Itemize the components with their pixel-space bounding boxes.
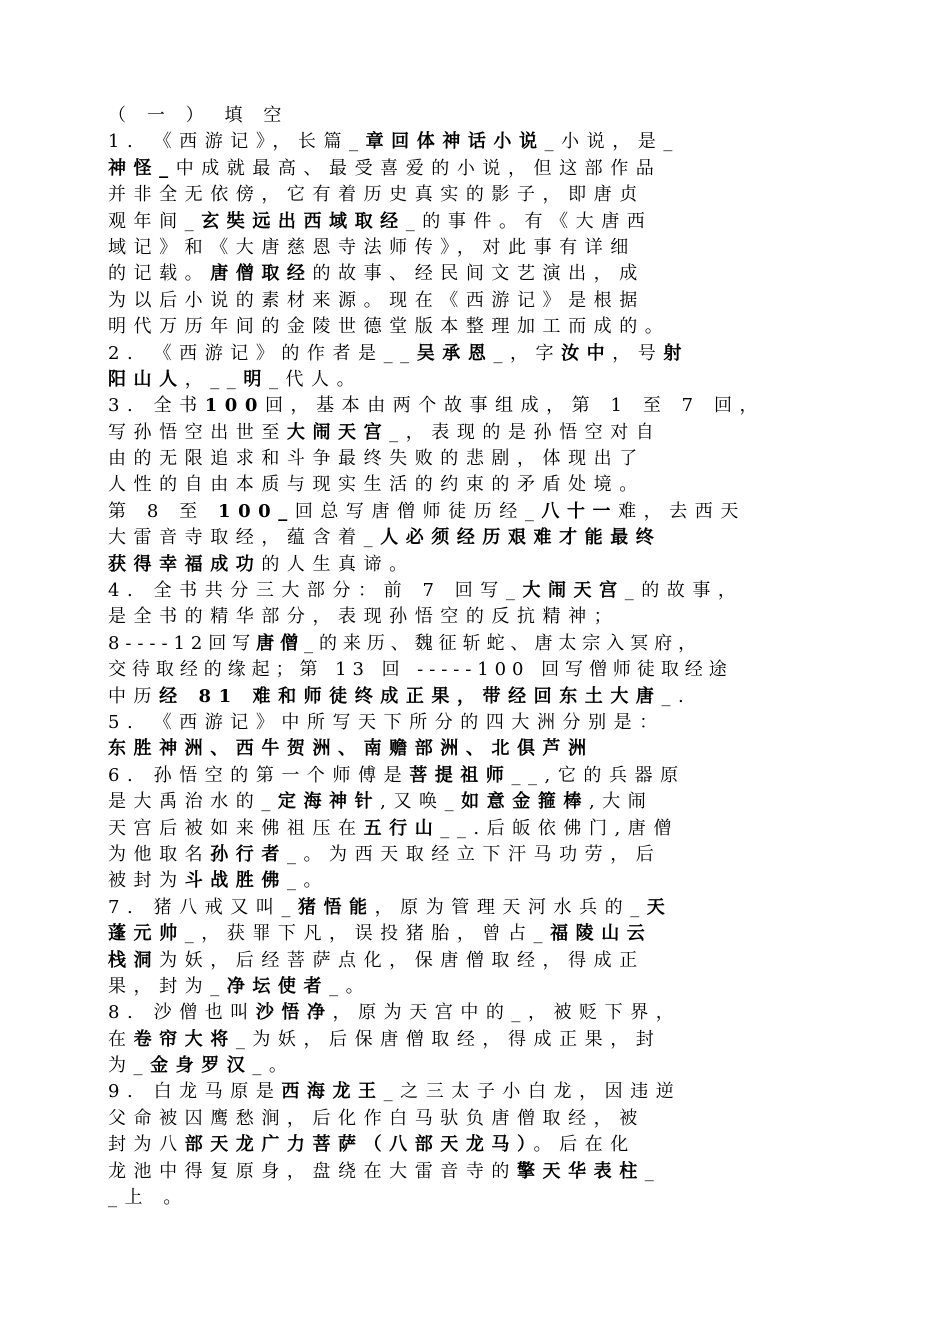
answer-text: 章回体神话小说 — [365, 131, 545, 153]
question-text: 明代万历年间的金陵世德堂版本整理加工而成的。 — [108, 316, 671, 338]
text-line — [108, 631, 848, 657]
question-text: 并非全无依傍，它有着历史真实的影子，即唐贞 — [108, 184, 645, 206]
text-line — [108, 129, 848, 155]
question-text: _的来历、魏征斩蛇、唐太宗入冥府， — [304, 632, 703, 654]
question-text: 4. 全书共分三大部分：前 7 回写_ — [108, 580, 523, 602]
answer-text: 射 — [663, 342, 689, 364]
answer-text: 东胜神洲、西牛贺洲、南赡部洲、北俱芦洲 — [108, 738, 594, 760]
answer-text: 吴承恩 — [416, 342, 494, 364]
question-text: 果，封为_ — [108, 975, 227, 997]
text-line — [108, 288, 848, 314]
fill-in-blank-section — [108, 103, 848, 1211]
text-line — [108, 209, 848, 235]
text-line — [108, 1079, 848, 1105]
text-line — [108, 921, 848, 947]
answer-text: 栈洞 — [108, 949, 160, 971]
answer-text: 金身罗汉 — [150, 1055, 253, 1077]
question-text: ，原为管理天河水兵的_ — [374, 896, 647, 918]
answer-text: 人必须经历艰难才能最终 — [380, 527, 662, 549]
question-text: 的记载。 — [108, 263, 211, 285]
question-text: _，获罪下凡，误投猪胎，曾占_ — [184, 923, 551, 945]
answer-text: 沙悟净 — [255, 1002, 333, 1024]
text-line — [108, 525, 848, 551]
answer-text: 大闹天宫 — [522, 580, 625, 602]
question-text: 中成就最高、最受喜爱的小说，但这部作品 — [175, 157, 662, 179]
question-text: 观年间_ — [108, 210, 202, 232]
text-line — [108, 736, 848, 762]
text-line — [108, 420, 848, 446]
text-line — [108, 842, 848, 868]
text-line — [108, 657, 848, 683]
question-text: 为_ — [108, 1055, 151, 1077]
answer-text: 西海龙王 — [281, 1081, 384, 1103]
answer-text: 玄奘远出西域取经 — [201, 210, 406, 232]
section-heading — [108, 103, 848, 129]
text-line — [108, 1000, 848, 1026]
answer-text: 五行山 — [363, 817, 441, 839]
answer-text: 唐僧 — [256, 632, 305, 654]
question-text: 8----12回写 — [108, 632, 257, 654]
question-text: _，字 — [493, 342, 562, 364]
text-line — [108, 974, 848, 1000]
text-line — [108, 1053, 848, 1079]
question-text: 3. 全书 — [108, 395, 205, 417]
question-text: 龙池中得复原身，盘绕在大雷音寺的 — [108, 1160, 517, 1182]
question-text: 回总写唐僧师徒历经_ — [294, 500, 542, 522]
text-line — [108, 446, 848, 472]
question-text: 的人生真谛。 — [261, 553, 415, 575]
question-text: ，号 — [612, 342, 664, 364]
question-text: _。 — [252, 1055, 295, 1077]
question-text: 7. 猪八戒又叫_ — [108, 896, 298, 918]
question-text: 是大禹治水的_ — [108, 791, 278, 813]
answer-text: 蓬元帅 — [108, 923, 185, 945]
answer-text: 大闹天宫 — [286, 421, 390, 443]
text-line — [108, 1106, 848, 1132]
question-text: _。 — [329, 975, 372, 997]
question-text: __,它的兵器原 — [511, 764, 686, 786]
question-text: 被封为 — [108, 870, 185, 892]
text-line — [108, 684, 848, 710]
answer-text: 孙行者 — [210, 843, 287, 865]
question-text: 。后在化 — [533, 1134, 636, 1156]
question-text: 人性的自由本质与现实生活的约束的矛盾处境。 — [108, 474, 645, 496]
text-line — [108, 604, 848, 630]
answer-text: 神怪_ — [108, 157, 176, 179]
question-text: 为以后小说的素材来源。现在《西游记》是根据 — [108, 289, 645, 311]
question-text: 天宫后被如来佛祖压在 — [108, 817, 364, 839]
text-line — [108, 1132, 848, 1158]
question-text: __.后皈依佛门,唐僧 — [440, 817, 679, 839]
question-text: 的故事、经民间文艺演出，成 — [312, 263, 645, 285]
answer-text: 获得幸福成功 — [108, 553, 262, 575]
question-text: 域记》和《大唐慈恩寺法师传》，对此事有详细 — [108, 236, 636, 258]
question-text: _为妖，后保唐僧取经，得成正果，封 — [235, 1028, 662, 1050]
question-text: _ — [644, 1160, 662, 1182]
question-text: ，__ — [184, 368, 244, 390]
text-line — [108, 816, 848, 842]
answer-text: 菩提祖师 — [409, 764, 512, 786]
question-text: _小说，是_ — [544, 131, 680, 153]
answer-text: 定海神针 — [277, 791, 381, 813]
answer-text: 八十一 — [541, 500, 619, 522]
question-text: 第 8 至 — [108, 500, 218, 522]
question-text: 2. 《西游记》的作者是__ — [108, 342, 417, 364]
question-text: _，表现的是孙悟空对自 — [389, 421, 662, 443]
question-text: 难，去西天 — [618, 500, 746, 522]
answer-text: 福陵山云 — [550, 923, 653, 945]
question-text: 中历 — [108, 685, 160, 707]
question-text: 为妖，后经菩萨点化，保唐僧取经，得成正 — [159, 949, 645, 971]
answer-text: 卷帘大将 — [133, 1028, 236, 1050]
text-line — [108, 1027, 848, 1053]
question-text: 5. 《西游记》中所写天下所分的四大洲分别是： — [108, 711, 665, 733]
question-text: 1. 《西游记》，长篇_ — [108, 131, 366, 153]
question-text: _的事件。有《大唐西 — [405, 210, 653, 232]
answer-text: 斗战胜佛 — [184, 870, 287, 892]
question-text: ,又唤_ — [380, 791, 462, 813]
question-text: 在 — [108, 1028, 134, 1050]
question-text: 是全书的精华部分，表现孙悟空的反抗精神； — [108, 606, 620, 628]
question-text: 写孙悟空出世至 — [108, 421, 287, 443]
text-line — [108, 763, 848, 789]
answer-text: 擎天华表柱 — [516, 1160, 645, 1182]
text-line — [108, 235, 848, 261]
question-text: （ 一 ） 填 空 — [108, 105, 289, 126]
question-text: 为他取名 — [108, 843, 211, 865]
question-text: _. — [661, 685, 692, 707]
answer-text: 唐僧取经 — [210, 263, 313, 285]
answer-text: 如意金箍棒 — [461, 791, 589, 813]
question-text: _代人。 — [268, 368, 363, 390]
answer-text: 明 — [243, 368, 269, 390]
text-line — [108, 789, 848, 815]
answer-text: 天 — [646, 896, 673, 918]
answer-text: 净坛使者 — [226, 975, 330, 997]
question-text: 封为八 — [108, 1134, 185, 1156]
text-line — [108, 367, 848, 393]
answer-text: 经 81 难和师徒终成正果，带经回东土大唐 — [159, 685, 662, 707]
text-line — [108, 314, 848, 340]
question-text: 大雷音寺取经，蕴含着_ — [108, 527, 381, 549]
text-line — [108, 868, 848, 894]
question-text: 父命被囚鹰愁涧，后化作白马驮负唐僧取经，被 — [108, 1107, 645, 1129]
answer-text: 100_ — [217, 500, 295, 522]
text-line — [108, 393, 848, 419]
question-text: _的故事， — [624, 580, 744, 602]
text-line — [108, 156, 848, 182]
answer-text: 100 — [204, 395, 265, 417]
question-text: _。为西天取经立下汗马功劳，后 — [286, 843, 662, 865]
answer-text: 部天龙广力菩萨（八部天龙马） — [184, 1134, 534, 1156]
text-line — [108, 710, 848, 736]
question-text: 9. 白龙马原是 — [108, 1081, 282, 1103]
question-text: 由的无限追求和斗争最终失败的悲剧，体现出了 — [108, 448, 645, 470]
text-line — [108, 472, 848, 498]
text-line — [108, 261, 848, 287]
text-line — [108, 499, 848, 525]
question-text: 回，基本由两个故事组成，第 1 至 7 回， — [264, 395, 766, 417]
question-text: 8. 沙僧也叫 — [108, 1002, 256, 1024]
answer-text: 猪悟能 — [297, 896, 375, 918]
answer-text: 汝中 — [561, 342, 613, 364]
text-line — [108, 182, 848, 208]
text-line — [108, 948, 848, 974]
text-line — [108, 895, 848, 921]
question-text: ，原为天宫中的_，被贬下界， — [332, 1002, 682, 1024]
question-text: _之三太子小白龙，因违逆 — [383, 1081, 682, 1103]
question-text: ,大闹 — [588, 791, 654, 813]
text-line — [108, 1159, 848, 1185]
text-line — [108, 552, 848, 578]
answer-text: 阳山人 — [108, 368, 185, 390]
question-text: 交待取经的缘起；第 13 回 -----100 回写僧师徒取经途 — [108, 659, 733, 681]
question-text: _上 。 — [108, 1187, 189, 1209]
text-line — [108, 341, 848, 367]
text-line — [108, 578, 848, 604]
question-text: _。 — [286, 870, 330, 892]
question-text: 6. 孙悟空的第一个师傅是 — [108, 764, 410, 786]
text-line — [108, 1185, 848, 1211]
